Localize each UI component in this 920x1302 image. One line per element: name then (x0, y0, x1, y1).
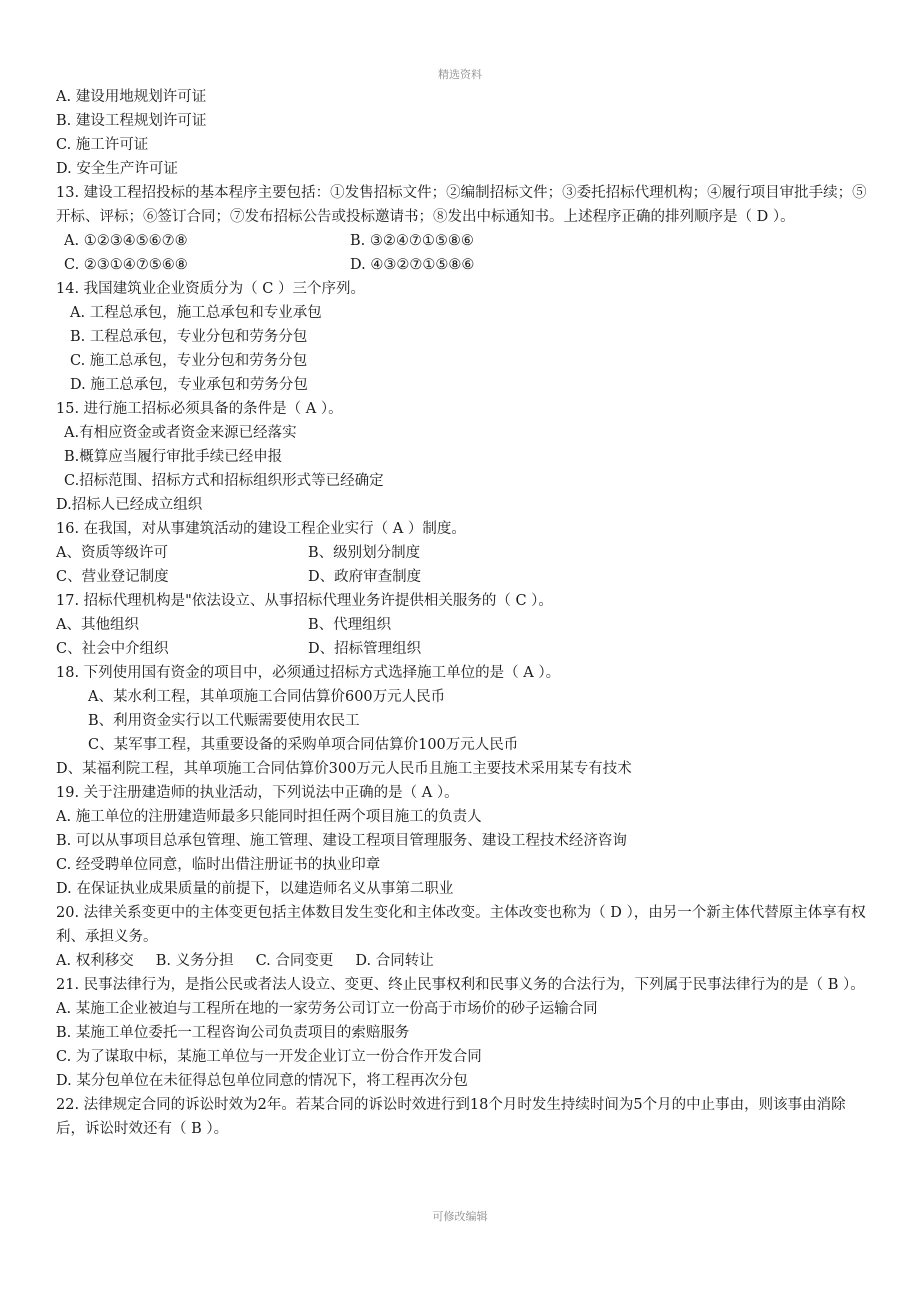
page-header: 精选资料 (438, 68, 482, 81)
q16-option-d: D、政府审查制度 (308, 569, 422, 585)
question-21: 21. 民事法律行为，是指公民或者法人设立、变更、终止民事权利和民事义务的合法行为，下列属于民事法律行为的是（ B ）。 (56, 977, 865, 993)
question-13: 13. 建设工程招投标的基本程序主要包括：①发售招标文件；②编制招标文件；③委托招标代理机构；④履行项目审批手续；⑤开标、评标；⑥签订合同；⑦发布招标公告或投标邀请书；⑧发出中标通知书。上述程序正确的排列顺序是（ D ）。 (56, 185, 867, 225)
q14-option-a: A. 工程总承包，施工总承包和专业承包 (70, 305, 322, 321)
option-a: A. 建设用地规划许可证 (56, 89, 207, 105)
q13-option-b: B. ③②④⑦①⑤⑧⑥ (350, 233, 474, 249)
q13-options-row2 (56, 253, 868, 277)
question-20: 20. 法律关系变更中的主体变更包括主体数目发生变化和主体改变。主体改变也称为（ D ），由另一个新主体代替原主体享有权利、承担义务。 (56, 905, 866, 945)
q18-option-c: C、某军事工程，其重要设备的采购单项合同估算价100万元人民币 (88, 737, 519, 753)
question-18: 18. 下列使用国有资金的项目中，必须通过招标方式选择施工单位的是（ A ）。 (56, 665, 561, 681)
question-15: 15. 进行施工招标必须具备的条件是（ A ）。 (56, 401, 343, 417)
q20-options (56, 949, 868, 973)
question-content (56, 85, 868, 1141)
q17-options-row1 (56, 613, 868, 637)
q13-option-a: A. ①②③④⑤⑥⑦⑧ (64, 233, 188, 249)
q16-option-b: B、级别划分制度 (308, 545, 421, 561)
q14-option-d: D. 施工总承包，专业承包和劳务分包 (70, 377, 308, 393)
option-b: B. 建设工程规划许可证 (56, 113, 207, 129)
q13-options-row1 (56, 229, 868, 253)
q21-option-b: B. 某施工单位委托一工程咨询公司负责项目的索赔服务 (56, 1025, 410, 1041)
q19-option-b: B. 可以从事项目总承包管理、施工管理、建设工程项目管理服务、建设工程技术经济咨询 (56, 833, 627, 849)
q15-option-a: A.有相应资金或者资金来源已经落实 (64, 425, 297, 441)
option-d: D. 安全生产许可证 (56, 161, 178, 177)
q16-options-row2 (56, 565, 868, 589)
q17-option-d: D、招标管理组织 (308, 641, 422, 657)
q19-option-a: A. 施工单位的注册建造师最多只能同时担任两个项目施工的负责人 (56, 809, 482, 825)
question-17: 17. 招标代理机构是"依法设立、从事招标代理业务许提供相关服务的（ C ）。 (56, 593, 553, 609)
q18-option-a: A、某水利工程，其单项施工合同估算价600万元人民币 (88, 689, 446, 705)
q17-option-a: A、其他组织 (56, 617, 139, 633)
q18-option-d: D、某福利院工程，其单项施工合同估算价300万元人民币且施工主要技术采用某专有技术 (56, 761, 632, 777)
q15-option-b: B.概算应当履行审批手续已经申报 (64, 449, 283, 465)
q20-option-a: A. 权利移交 (56, 953, 134, 969)
q17-option-c: C、社会中介组织 (56, 641, 169, 657)
q17-option-b: B、代理组织 (308, 617, 392, 633)
q19-option-c: C. 经受聘单位同意，临时出借注册证书的执业印章 (56, 857, 381, 873)
q13-option-d: D. ④③②⑦①⑤⑧⑥ (350, 257, 475, 273)
q18-option-b: B、利用资金实行以工代赈需要使用农民工 (88, 713, 360, 729)
q13-option-c: C. ②③①④⑦⑤⑥⑧ (64, 257, 188, 273)
q19-option-d: D. 在保证执业成果质量的前提下，以建造师名义从事第二职业 (56, 881, 454, 897)
q20-option-b: B. 义务分担 (155, 953, 234, 969)
q14-option-b: B. 工程总承包，专业分包和劳务分包 (70, 329, 308, 345)
q16-option-c: C、营业登记制度 (56, 569, 169, 585)
q17-options-row2 (56, 637, 868, 661)
q16-options-row1 (56, 541, 868, 565)
q15-option-d: D.招标人已经成立组织 (56, 497, 203, 513)
q21-option-d: D. 某分包单位在未征得总包单位同意的情况下，将工程再次分包 (56, 1073, 468, 1089)
q14-option-c: C. 施工总承包，专业分包和劳务分包 (70, 353, 308, 369)
question-14: 14. 我国建筑业企业资质分为（ C ）三个序列。 (56, 281, 365, 297)
question-16: 16. 在我国，对从事建筑活动的建设工程企业实行（ A ）制度。 (56, 521, 466, 537)
q15-option-c: C.招标范围、招标方式和招标组织形式等已经确定 (64, 473, 384, 489)
question-19: 19. 关于注册建造师的执业活动，下列说法中正确的是（ A ）。 (56, 785, 459, 801)
q16-option-a: A、资质等级许可 (56, 545, 168, 561)
page-footer: 可修改编辑 (432, 1210, 488, 1223)
option-c: C. 施工许可证 (56, 137, 149, 153)
q20-option-c: C. 合同变更 (255, 953, 334, 969)
q20-option-d: D. 合同转让 (355, 953, 434, 969)
question-22: 22. 法律规定合同的诉讼时效为2年。若某合同的诉讼时效进行到18个月时发生持续时间为5个月的中止事由，则该事由消除后，诉讼时效还有（ B ）。 (56, 1097, 846, 1137)
q21-option-a: A. 某施工企业被迫与工程所在地的一家劳务公司订立一份高于市场价的砂子运输合同 (56, 1001, 598, 1017)
q21-option-c: C. 为了谋取中标，某施工单位与一开发企业订立一份合作开发合同 (56, 1049, 482, 1065)
